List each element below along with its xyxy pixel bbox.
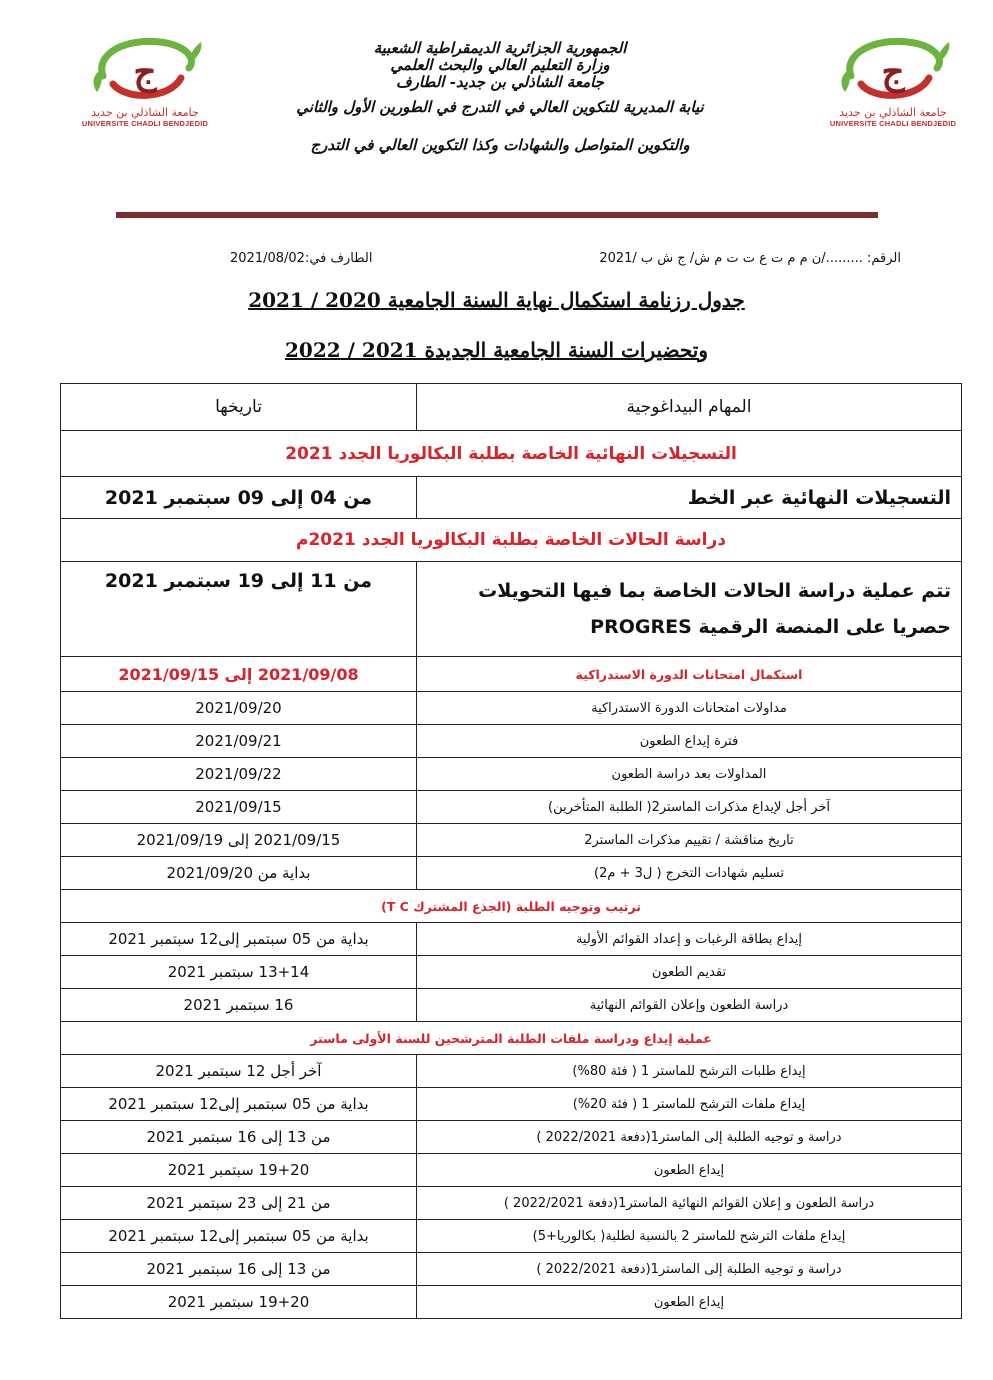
date-cell: من 11 إلى 19 سبتمبر 2021	[61, 562, 417, 657]
section-row	[61, 431, 962, 477]
table-row	[61, 1055, 962, 1088]
document-title-1	[0, 288, 993, 312]
document-header	[220, 40, 780, 157]
table-row	[61, 477, 962, 519]
section-row	[61, 657, 962, 692]
task-cell: تاريخ مناقشة / تقييم مذكرات الماستر2	[417, 824, 962, 857]
task-cell: تسليم شهادات التخرج ( ل3 + م2)	[417, 857, 962, 890]
table-row	[61, 824, 962, 857]
table-row	[61, 1121, 962, 1154]
date-cell: 2021/09/15 إلى 2021/09/19	[61, 824, 417, 857]
date-cell: بداية من 05 سبتمبر إلى12 سبتمبر 2021	[61, 1220, 417, 1253]
task-cell	[417, 562, 962, 657]
section-row	[61, 519, 962, 562]
section-makeup-exams: استكمال امتحانات الدورة الاستدراكية	[417, 657, 962, 692]
table-header-row	[61, 384, 962, 431]
title-line-2: وتحضيرات السنة الجامعية الجديدة 2021 / 2022	[285, 338, 708, 362]
title-line-1: جدول رزنامة استكمال نهاية السنة الجامعية 2020 / 2021	[248, 288, 745, 312]
table-row	[61, 791, 962, 824]
header-republic: الجمهورية الجزائرية الديمقراطية الشعبية	[373, 39, 627, 57]
table-row	[61, 1088, 962, 1121]
date-cell: 19+20 سبتمبر 2021	[61, 1286, 417, 1319]
task-cell: دراسة الطعون وإعلان القوائم النهائية	[417, 989, 962, 1022]
task-cell: تقديم الطعون	[417, 956, 962, 989]
logo-arabic-name: جامعة الشاذلي بن جديد	[839, 106, 947, 119]
date-cell: بداية من 05 سبتمبر إلى12 سبتمبر 2021	[61, 1088, 417, 1121]
table-row	[61, 1220, 962, 1253]
university-logo-left	[80, 34, 210, 130]
table-row	[61, 758, 962, 791]
section-tc-orientation: ترتيب وتوجيه الطلبة (الجذع المشترك T C)	[61, 890, 962, 923]
section-row	[61, 890, 962, 923]
date-cell: 2021/09/22	[61, 758, 417, 791]
task-cell: التسجيلات النهائية عبر الخط	[417, 477, 962, 519]
header-ministry: وزارة التعليم العالي والبحث العلمي	[390, 56, 610, 74]
university-emblem-icon	[85, 34, 205, 104]
table-row	[61, 1253, 962, 1286]
task-cell: المداولات بعد دراسة الطعون	[417, 758, 962, 791]
date-cell: آخر أجل 12 سبتمبر 2021	[61, 1055, 417, 1088]
task-cell: إيداع ملفات الترشح للماستر 2 بالنسبة لطلبة( بكالوريا+5)	[417, 1220, 962, 1253]
header-university: جامعة الشاذلي بن جديد- الطارف	[396, 73, 604, 91]
task-cell: آخر أجل لإيداع مذكرات الماستر2( الطلبة المتأخرين)	[417, 791, 962, 824]
table-row	[61, 989, 962, 1022]
svg-text:ج: ج	[881, 51, 905, 93]
logo-arabic-name: جامعة الشاذلي بن جديد	[91, 106, 199, 119]
date-cell: 2021/09/20	[61, 692, 417, 725]
table-row	[61, 725, 962, 758]
task-cell: إيداع بطاقة الرغبات و إعداد القوائم الأولية	[417, 923, 962, 956]
place-date: الطارف في:2021/08/02	[230, 251, 373, 266]
date-cell: 2021/09/21	[61, 725, 417, 758]
table-row	[61, 692, 962, 725]
logo-latin-name: UNIVERSITE CHADLI BENDJEDID	[829, 119, 957, 128]
date-cell: 16 سبتمبر 2021	[61, 989, 417, 1022]
task-line-2: حصريا على المنصة الرقمية PROGRES	[590, 616, 951, 638]
date-cell: من 13 إلى 16 سبتمبر 2021	[61, 1121, 417, 1154]
reference-number: الرقم: ........./ن م م ت ع ت ت م ش/ ج ش ب /2021	[599, 251, 901, 266]
table-row	[61, 923, 962, 956]
task-cell: فترة إيداع الطعون	[417, 725, 962, 758]
header-directorate-2: والتكوين المتواصل والشهادات وكذا التكوين العالي في التدرج	[310, 136, 690, 154]
table-row	[61, 956, 962, 989]
logo-latin-name: UNIVERSITE CHADLI BENDJEDID	[81, 119, 209, 128]
table-row	[61, 1187, 962, 1220]
task-cell: دراسة الطعون و إعلان القوائم النهائية الماستر1(دفعة 2022/2021 )	[417, 1187, 962, 1220]
date-cell: بداية من 2021/09/20	[61, 857, 417, 890]
table-row	[61, 1286, 962, 1319]
date-cell: 13+14 سبتمبر 2021	[61, 956, 417, 989]
date-cell: من 13 إلى 16 سبتمبر 2021	[61, 1253, 417, 1286]
task-cell: إيداع الطعون	[417, 1154, 962, 1187]
column-header-date: تاريخها	[61, 384, 417, 431]
section-bac-registration: التسجيلات النهائية الخاصة بطلبة البكالوريا الجدد 2021	[61, 431, 962, 477]
university-logo-right	[828, 34, 958, 130]
section-master1-applications: عملية إيداع ودراسة ملفات الطلبة المترشحين للسنة الأولى ماستر	[61, 1022, 962, 1055]
column-header-task: المهام البيداغوجية	[417, 384, 962, 431]
header-directorate: نيابة المديرية للتكوين العالي في التدرج في الطورين الأول والثاني	[296, 98, 704, 116]
task-cell: إيداع ملفات الترشح للماستر 1 ( فئة 20%)	[417, 1088, 962, 1121]
date-cell: 2021/09/15	[61, 791, 417, 824]
task-cell: دراسة و توجيه الطلبة إلى الماستر1(دفعة 2022/2021 )	[417, 1121, 962, 1154]
table-row	[61, 1154, 962, 1187]
task-line-1: تتم عملية دراسة الحالات الخاصة بما فيها التحويلات	[478, 580, 951, 602]
section-row	[61, 1022, 962, 1055]
document-title-2	[0, 338, 993, 362]
university-emblem-icon	[833, 34, 953, 104]
task-cell: دراسة و توجيه الطلبة إلى الماستر1(دفعة 2022/2021 )	[417, 1253, 962, 1286]
section-special-cases: دراسة الحالات الخاصة بطلبة البكالوريا الجدد 2021م	[61, 519, 962, 562]
header-divider	[116, 212, 878, 218]
date-cell: من 04 إلى 09 سبتمبر 2021	[61, 477, 417, 519]
task-cell: مداولات امتحانات الدورة الاستدراكية	[417, 692, 962, 725]
section-makeup-exams-date: 2021/09/08 إلى 2021/09/15	[61, 657, 417, 692]
table-row	[61, 562, 962, 657]
schedule-table	[60, 383, 962, 1319]
svg-text:ج: ج	[133, 51, 157, 93]
date-cell: 19+20 سبتمبر 2021	[61, 1154, 417, 1187]
date-cell: من 21 إلى 23 سبتمبر 2021	[61, 1187, 417, 1220]
task-cell: إيداع الطعون	[417, 1286, 962, 1319]
table-row	[61, 857, 962, 890]
date-cell: بداية من 05 سبتمبر إلى12 سبتمبر 2021	[61, 923, 417, 956]
task-cell: إيداع طلبات الترشح للماستر 1 ( فئة 80%)	[417, 1055, 962, 1088]
